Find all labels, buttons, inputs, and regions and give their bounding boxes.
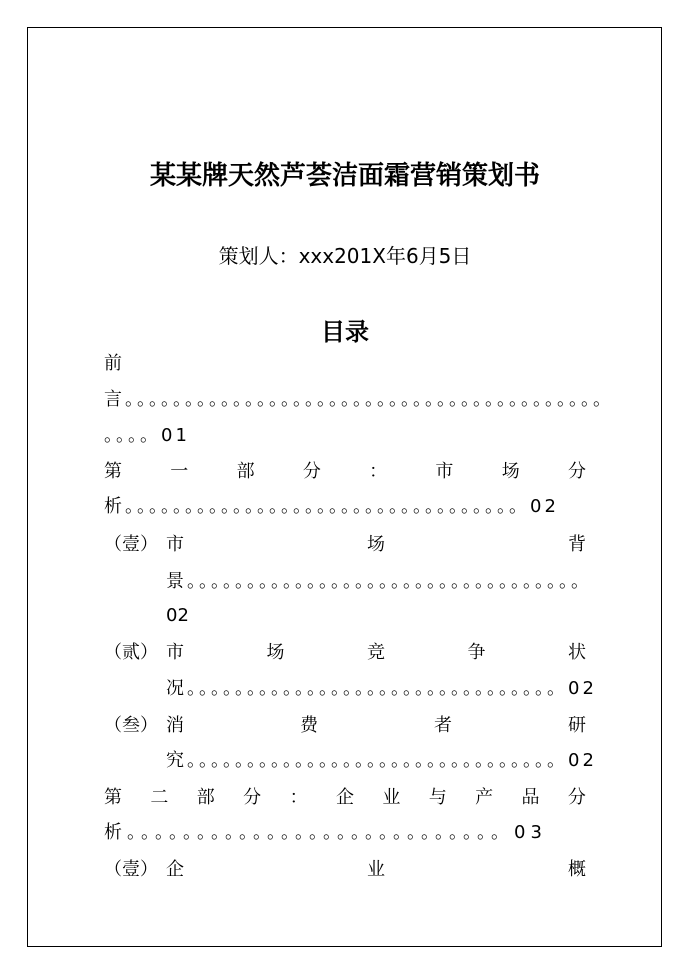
s3-char: 费 [300, 715, 318, 736]
part2-char: 第 [104, 787, 122, 808]
part2-char: 二 [150, 787, 169, 808]
planner-line: 策划人：xxx201X年6月5日 [218, 244, 472, 268]
s2-char: 状 [568, 642, 586, 663]
toc-s4-heading [166, 859, 586, 881]
toc-s3-line: 究。。。。。。。。。。。。。。。。。。。。。。。。。。。。。。。02 [166, 750, 597, 771]
part1-char: 一 [170, 461, 189, 482]
toc-s1-line: 景。。。。。。。。。。。。。。。。。。。。。。。。。。。。。。。。。 [166, 571, 592, 592]
part1-char: 分 [302, 461, 321, 482]
document-title: 某某牌天然芦荟洁面霜营销策划书 [149, 161, 540, 191]
s4-char: 业 [367, 859, 385, 880]
s2-char: 市 [166, 642, 184, 663]
s2-char: 竞 [367, 642, 385, 663]
s2-char: 争 [467, 642, 486, 663]
part1-char: ： [369, 461, 388, 482]
s2-char: 场 [266, 642, 285, 663]
toc-heading: 目录 [321, 318, 369, 346]
s1-char: 市 [166, 534, 184, 555]
part1-char: 市 [435, 461, 454, 482]
toc-preface-first: 前 [104, 353, 122, 374]
s1-char: 背 [568, 534, 586, 555]
part2-char: 品 [521, 787, 540, 808]
part1-char: 场 [501, 461, 520, 482]
toc-part1-heading [104, 461, 586, 483]
part2-char: 部 [196, 787, 215, 808]
toc-part2-heading [104, 787, 586, 809]
part1-char: 第 [104, 461, 122, 482]
toc-s3-heading [166, 715, 586, 737]
s4-char: 企 [166, 859, 184, 880]
s3-char: 消 [166, 715, 184, 736]
part2-char: 产 [475, 787, 494, 808]
toc-s2-heading [166, 642, 586, 664]
part2-char: ： [289, 787, 308, 808]
s4-char: 概 [568, 859, 586, 880]
part2-char: 分 [567, 787, 586, 808]
toc-preface-page: 。。。。01 [104, 425, 190, 446]
part2-char: 企 [335, 787, 354, 808]
s3-char: 研 [568, 715, 586, 736]
part2-char: 分 [243, 787, 262, 808]
part1-char: 部 [236, 461, 255, 482]
toc-part1-line: 析。。。。。。。。。。。。。。。。。。。。。。。。。。。。。。。。。02 [104, 496, 559, 517]
toc-s3-number: （叁） [104, 715, 158, 736]
toc-s1-page: 02 [166, 605, 189, 626]
part2-char: 与 [428, 787, 447, 808]
toc-s2-line: 况。。。。。。。。。。。。。。。。。。。。。。。。。。。。。。。02 [166, 678, 597, 699]
s1-char: 场 [367, 534, 385, 555]
toc-s1-number: （壹） [104, 534, 158, 555]
part1-char: 分 [567, 461, 586, 482]
toc-s2-number: （贰） [104, 642, 158, 663]
toc-preface-line: 言。。。。。。。。。。。。。。。。。。。。。。。。。。。。。。。。。。。。。。。。 [104, 389, 614, 410]
s3-char: 者 [434, 715, 452, 736]
part2-char: 业 [382, 787, 401, 808]
toc-s1-heading [166, 534, 586, 556]
toc-part2-line: 析。。。。。。。。。。。。。。。。。。。。。。。。。。。03 [104, 822, 547, 843]
toc-s4-number: （壹） [104, 859, 158, 880]
